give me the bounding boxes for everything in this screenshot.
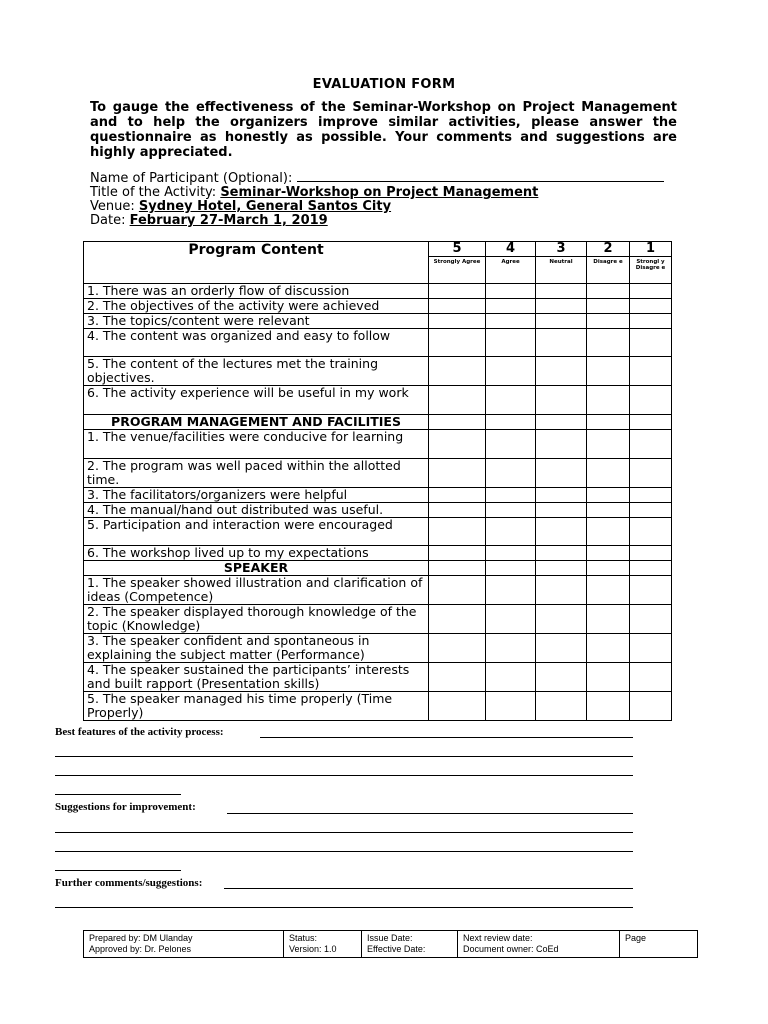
criterion-text: 6. The workshop lived up to my expectations: [84, 546, 429, 561]
rating-cell-5[interactable]: [429, 692, 486, 721]
rating-cell-1[interactable]: [630, 546, 672, 561]
rating-cell-4[interactable]: [486, 546, 536, 561]
table-row: [84, 605, 672, 634]
rating-cell-3[interactable]: [536, 329, 587, 357]
suggestions-line-1[interactable]: [227, 813, 633, 814]
table-row: [84, 430, 672, 459]
rating-cell-1[interactable]: [630, 605, 672, 634]
criterion-text: 2. The program was well paced within the allotted time.: [84, 459, 429, 488]
rating-cell-4[interactable]: [486, 663, 536, 692]
table-row: [84, 546, 672, 561]
criterion-text: 3. The topics/content were relevant: [84, 314, 429, 329]
rating-cell-2[interactable]: [587, 329, 630, 357]
criterion-text: 5. Participation and interaction were encouraged: [84, 518, 429, 546]
table-row: [84, 576, 672, 605]
rating-cell-1[interactable]: [630, 576, 672, 605]
scale-1-header: 1 Strongl y Disagre e: [630, 242, 672, 284]
prepared-by: Prepared by: DM Ulanday: [89, 933, 193, 943]
rating-cell-4[interactable]: [486, 459, 536, 488]
rating-cell-5[interactable]: [429, 430, 486, 459]
table-row: [84, 663, 672, 692]
criterion-text: 2. The objectives of the activity were achieved: [84, 299, 429, 314]
further-comments-line-2[interactable]: [55, 907, 633, 908]
footer-prepared-cell: [84, 931, 284, 958]
criterion-text: 4. The content was organized and easy to follow: [84, 329, 429, 357]
rating-cell-1[interactable]: [630, 663, 672, 692]
rating-cell-5[interactable]: [429, 314, 486, 329]
rating-cell-2[interactable]: [587, 518, 630, 546]
next-review-label: Next review date:: [463, 933, 533, 943]
table-row: [84, 386, 672, 415]
rating-cell-2[interactable]: [587, 430, 630, 459]
rating-cell-1[interactable]: [630, 488, 672, 503]
version-label: Version: 1.0: [289, 944, 337, 954]
rating-cell-4[interactable]: [486, 386, 536, 415]
section-heading-blank-cell: [429, 561, 486, 576]
rating-cell-4[interactable]: [486, 329, 536, 357]
section-heading-blank-cell: [587, 415, 630, 430]
suggestions-label: Suggestions for improvement:: [55, 801, 196, 813]
table-row: [84, 488, 672, 503]
rating-cell-2[interactable]: [587, 459, 630, 488]
criterion-text: 1. There was an orderly flow of discussion: [84, 284, 429, 299]
table-row: [84, 518, 672, 546]
best-features-line-3[interactable]: [55, 775, 633, 776]
rating-cell-4[interactable]: [486, 357, 536, 386]
document-footer: [83, 930, 698, 958]
rating-cell-4[interactable]: [486, 518, 536, 546]
criterion-text: 3. The facilitators/organizers were helpful: [84, 488, 429, 503]
suggestions-line-3[interactable]: [55, 851, 633, 852]
page-label: Page: [625, 933, 647, 943]
rating-cell-3[interactable]: [536, 546, 587, 561]
table-row: [84, 284, 672, 299]
footer-dates-cell: [362, 931, 458, 958]
rating-cell-5[interactable]: [429, 576, 486, 605]
rating-cell-1[interactable]: [630, 314, 672, 329]
table-row: [84, 503, 672, 518]
participant-name-row: [90, 171, 664, 186]
rating-cell-3[interactable]: [536, 518, 587, 546]
rating-cell-2[interactable]: [587, 605, 630, 634]
rating-cell-1[interactable]: [630, 459, 672, 488]
criterion-text: 5. The content of the lectures met the training objectives.: [84, 357, 429, 386]
section-heading-blank-cell: [536, 561, 587, 576]
rating-cell-5[interactable]: [429, 357, 486, 386]
rating-cell-5[interactable]: [429, 386, 486, 415]
suggestions-line-2[interactable]: [55, 832, 633, 833]
section-heading-row: [84, 415, 672, 430]
scale-4-header: 4 Agree: [486, 242, 536, 284]
section-heading: PROGRAM MANAGEMENT AND FACILITIES: [84, 415, 429, 430]
table-row: [84, 329, 672, 357]
evaluation-table: [83, 241, 672, 721]
issue-date-label: Issue Date:: [367, 933, 413, 943]
rating-cell-1[interactable]: [630, 299, 672, 314]
best-features-label: Best features of the activity process:: [55, 726, 224, 738]
rating-cell-5[interactable]: [429, 663, 486, 692]
rating-cell-2[interactable]: [587, 546, 630, 561]
rating-cell-2[interactable]: [587, 488, 630, 503]
rating-cell-5[interactable]: [429, 634, 486, 663]
rating-cell-3[interactable]: [536, 605, 587, 634]
criterion-text: 6. The activity experience will be useful in my work: [84, 386, 429, 415]
rating-cell-1[interactable]: [630, 357, 672, 386]
table-row: [84, 299, 672, 314]
section-heading-blank-cell: [486, 561, 536, 576]
rating-cell-2[interactable]: [587, 299, 630, 314]
rating-cell-4[interactable]: [486, 576, 536, 605]
rating-cell-1[interactable]: [630, 430, 672, 459]
rating-cell-3[interactable]: [536, 503, 587, 518]
approved-by: Approved by: Dr. Pelones: [89, 944, 192, 954]
rating-cell-3[interactable]: [536, 459, 587, 488]
rating-cell-2[interactable]: [587, 284, 630, 299]
section-heading-blank-cell: [536, 415, 587, 430]
section-heading-blank-cell: [587, 561, 630, 576]
table-row: [84, 692, 672, 721]
section-heading-blank-cell: [486, 415, 536, 430]
further-comments-line-1[interactable]: [224, 888, 633, 889]
best-features-line-4[interactable]: [55, 794, 181, 795]
rating-cell-5[interactable]: [429, 546, 486, 561]
effective-date-label: Effective Date:: [367, 944, 426, 954]
rating-cell-3[interactable]: [536, 314, 587, 329]
rating-cell-4[interactable]: [486, 430, 536, 459]
venue-label: Venue:: [90, 199, 139, 214]
rating-cell-1[interactable]: [630, 634, 672, 663]
criterion-text: 5. The speaker managed his time properly (Time Properly): [84, 692, 429, 721]
rating-cell-2[interactable]: [587, 663, 630, 692]
rating-cell-4[interactable]: [486, 503, 536, 518]
footer-page-cell: [620, 931, 698, 958]
table-header-row: [84, 242, 672, 284]
rating-cell-3[interactable]: [536, 357, 587, 386]
section-heading: SPEAKER: [84, 561, 429, 576]
table-row: [84, 634, 672, 663]
rating-cell-5[interactable]: [429, 299, 486, 314]
rating-cell-1[interactable]: [630, 503, 672, 518]
rating-cell-2[interactable]: [587, 386, 630, 415]
rating-cell-3[interactable]: [536, 634, 587, 663]
criterion-text: 1. The speaker showed illustration and clarification of ideas (Competence): [84, 576, 429, 605]
date-value: February 27-March 1, 2019: [129, 213, 328, 228]
criterion-text: 2. The speaker displayed thorough knowledge of the topic (Knowledge): [84, 605, 429, 634]
table-row: [84, 314, 672, 329]
rating-cell-3[interactable]: [536, 299, 587, 314]
rating-cell-3[interactable]: [536, 430, 587, 459]
rating-cell-4[interactable]: [486, 299, 536, 314]
scale-5-header: 5 Strongly Agree: [429, 242, 486, 284]
rating-cell-4[interactable]: [486, 634, 536, 663]
program-content-header: Program Content: [84, 242, 429, 284]
suggestions-line-4[interactable]: [55, 870, 181, 871]
activity-title-value: Seminar-Workshop on Project Management: [220, 185, 539, 200]
rating-cell-4[interactable]: [486, 605, 536, 634]
rating-cell-4[interactable]: [486, 284, 536, 299]
rating-cell-5[interactable]: [429, 459, 486, 488]
criterion-text: 4. The manual/hand out distributed was useful.: [84, 503, 429, 518]
best-features-line-2[interactable]: [55, 756, 633, 757]
form-intro: To gauge the effectiveness of the Seminar-Workshop on Project Management and to help the organizers improve similar activities, please answer the questionnaire as honestly as possible. Your comments and suggestions are highly appreciated.: [90, 100, 677, 160]
rating-cell-2[interactable]: [587, 634, 630, 663]
criterion-text: 4. The speaker sustained the participants’ interests and built rapport (Presentation skills): [84, 663, 429, 692]
rating-cell-5[interactable]: [429, 284, 486, 299]
rating-cell-2[interactable]: [587, 503, 630, 518]
rating-cell-2[interactable]: [587, 314, 630, 329]
activity-title-row: [90, 185, 538, 200]
rating-cell-5[interactable]: [429, 488, 486, 503]
participant-name-label: Name of Participant (Optional):: [90, 171, 297, 186]
rating-cell-5[interactable]: [429, 605, 486, 634]
scale-3-header: 3 Neutral: [536, 242, 587, 284]
rating-cell-2[interactable]: [587, 357, 630, 386]
rating-cell-5[interactable]: [429, 329, 486, 357]
venue-row: [90, 199, 391, 214]
date-label: Date:: [90, 213, 130, 228]
venue-value: Sydney Hotel, General Santos City: [138, 199, 392, 214]
rating-cell-3[interactable]: [536, 284, 587, 299]
scale-2-header: 2 Disagre e: [587, 242, 630, 284]
rating-cell-4[interactable]: [486, 314, 536, 329]
rating-cell-3[interactable]: [536, 663, 587, 692]
rating-cell-4[interactable]: [486, 488, 536, 503]
form-title: EVALUATION FORM: [312, 77, 456, 92]
criterion-text: 3. The speaker confident and spontaneous in explaining the subject matter (Performance): [84, 634, 429, 663]
rating-cell-1[interactable]: [630, 386, 672, 415]
rating-cell-3[interactable]: [536, 386, 587, 415]
best-features-line-1[interactable]: [260, 737, 633, 738]
participant-name-field[interactable]: [297, 181, 664, 182]
status-label: Status:: [289, 933, 318, 943]
document-owner-label: Document owner: CoEd: [463, 944, 559, 954]
section-heading-blank-cell: [429, 415, 486, 430]
section-heading-blank-cell: [630, 561, 672, 576]
section-heading-row: [84, 561, 672, 576]
rating-cell-2[interactable]: [587, 576, 630, 605]
table-row: [84, 357, 672, 386]
rating-cell-1[interactable]: [630, 284, 672, 299]
rating-cell-1[interactable]: [630, 329, 672, 357]
rating-cell-5[interactable]: [429, 518, 486, 546]
section-heading-blank-cell: [630, 415, 672, 430]
criterion-text: 1. The venue/facilities were conducive for learning: [84, 430, 429, 459]
rating-cell-3[interactable]: [536, 576, 587, 605]
rating-cell-4[interactable]: [486, 692, 536, 721]
footer-review-cell: [458, 931, 620, 958]
rating-cell-1[interactable]: [630, 692, 672, 721]
further-comments-label: Further comments/suggestions:: [55, 877, 203, 889]
rating-cell-3[interactable]: [536, 692, 587, 721]
rating-cell-2[interactable]: [587, 692, 630, 721]
rating-cell-3[interactable]: [536, 488, 587, 503]
rating-cell-1[interactable]: [630, 518, 672, 546]
footer-status-cell: [284, 931, 362, 958]
activity-title-label: Title of the Activity:: [90, 185, 221, 200]
rating-cell-5[interactable]: [429, 503, 486, 518]
date-row: [90, 213, 328, 228]
table-row: [84, 459, 672, 488]
